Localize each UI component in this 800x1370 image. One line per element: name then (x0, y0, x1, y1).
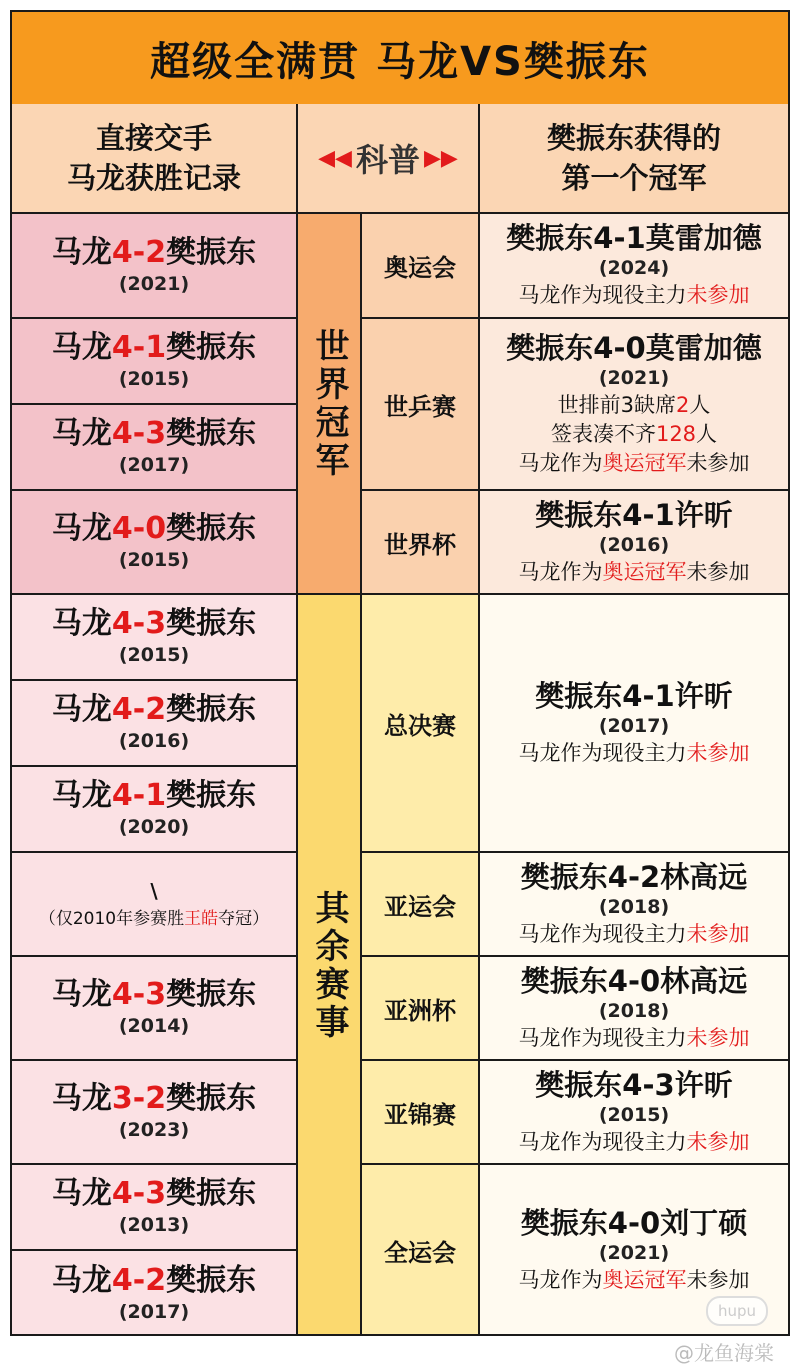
comparison-table (10, 10, 790, 1336)
header-popular-science (298, 104, 480, 214)
record-score: 马龙4-2樊振东 (51, 1262, 257, 1298)
first-asian-championships (480, 1061, 788, 1165)
record-year: (2013) (118, 1214, 190, 1236)
first-result: 樊振东4-1许昕 (535, 678, 733, 713)
first-extra-1: 世排前3缺席2人 (557, 392, 711, 417)
header-first-title (480, 104, 788, 214)
arrow-right-icon: ▶▶ (424, 145, 458, 171)
record-asian-championships (12, 1061, 298, 1165)
first-olympics (480, 214, 788, 319)
first-result: 樊振东4-1莫雷加德 (506, 221, 762, 255)
record-wtt-2 (12, 405, 298, 491)
category-label: 世界冠军 (309, 327, 349, 480)
first-note: 马龙作为现役主力未参加 (518, 283, 750, 307)
header-right-line1: 樊振东获得的 (546, 121, 721, 155)
first-note: 马龙作为现役主力未参加 (518, 1025, 750, 1050)
record-olympics (12, 214, 298, 319)
event-asian-championships (362, 1061, 480, 1165)
title-bar (12, 12, 788, 106)
first-year: (2018) (598, 999, 670, 1022)
category-label: 其余赛事 (309, 889, 349, 1042)
event-label: 总决赛 (384, 711, 456, 740)
first-year: (2016) (598, 533, 670, 556)
header-direct-record (12, 104, 298, 214)
record-none-mark: \ (150, 878, 158, 903)
record-score: 马龙4-1樊振东 (51, 778, 257, 813)
event-world-championships (362, 319, 480, 491)
event-label: 亚洲杯 (384, 996, 456, 1025)
record-year: (2017) (118, 454, 190, 476)
watermark-text: @龙鱼海棠 (674, 1341, 774, 1365)
first-finals (480, 595, 788, 853)
first-year: (2015) (598, 1103, 670, 1126)
first-result: 樊振东4-1许昕 (535, 497, 733, 532)
record-year: (2015) (118, 549, 190, 571)
first-result: 樊振东4-0莫雷加德 (506, 330, 762, 365)
event-national-games (362, 1165, 480, 1336)
record-year: (2015) (118, 644, 190, 666)
first-result: 樊振东4-0刘丁硕 (520, 1206, 748, 1240)
record-year: (2020) (118, 816, 190, 838)
event-label: 全运会 (384, 1239, 456, 1267)
record-score: 马龙4-0樊振东 (51, 511, 257, 546)
first-world-cup (480, 491, 788, 595)
first-note: 马龙作为现役主力未参加 (518, 921, 750, 946)
first-note: 马龙作为奥运冠军未参加 (518, 1268, 750, 1292)
record-score: 马龙3-2樊振东 (51, 1081, 257, 1116)
record-score: 马龙4-2樊振东 (51, 234, 257, 270)
event-label: 奥运会 (384, 254, 456, 282)
header-left-line2: 马龙获胜记录 (66, 161, 241, 195)
record-year: (2023) (118, 1119, 190, 1141)
record-score: 马龙4-3樊振东 (51, 1176, 257, 1211)
event-label: 世乒赛 (384, 392, 456, 421)
event-label: 亚运会 (384, 892, 456, 921)
record-score: 马龙4-3樊振东 (51, 977, 257, 1012)
event-label: 世界杯 (384, 530, 456, 559)
first-year: (2021) (598, 1242, 670, 1264)
record-asia-cup (12, 957, 298, 1061)
record-national-games-1 (12, 1165, 298, 1251)
record-year: (2014) (118, 1015, 190, 1037)
record-world-cup (12, 491, 298, 595)
category-other-events (298, 595, 362, 1336)
first-asian-games (480, 853, 788, 957)
first-note: 马龙作为现役主力未参加 (518, 1129, 750, 1154)
event-world-cup (362, 491, 480, 595)
first-year: (2017) (598, 714, 670, 737)
record-score: 马龙4-1樊振东 (51, 330, 257, 365)
record-year: (2016) (118, 730, 190, 752)
record-year: (2015) (118, 368, 190, 390)
event-asia-cup (362, 957, 480, 1061)
watermark-logo-icon: hupu (706, 1296, 768, 1326)
first-year: (2018) (598, 895, 670, 918)
first-note: 马龙作为奥运冠军未参加 (518, 559, 750, 584)
first-result: 樊振东4-3许昕 (535, 1067, 733, 1102)
event-finals (362, 595, 480, 853)
page-title: 超级全满贯 马龙VS樊振东 (150, 38, 650, 85)
record-year: (2021) (118, 272, 190, 295)
event-asian-games (362, 853, 480, 957)
arrow-left-icon: ◀◀ (318, 145, 352, 171)
record-wtt-1 (12, 319, 298, 405)
first-world-championships (480, 319, 788, 491)
first-year: (2024) (598, 257, 670, 279)
first-result: 樊振东4-2林高远 (520, 859, 748, 894)
record-year: (2017) (118, 1300, 190, 1323)
first-asia-cup (480, 957, 788, 1061)
record-finals-1 (12, 595, 298, 681)
header-right-line2: 第一个冠军 (561, 161, 707, 195)
first-year: (2021) (598, 366, 670, 389)
record-finals-2 (12, 681, 298, 767)
event-olympics (362, 214, 480, 319)
record-note: （仅2010年参赛胜王皓夺冠） (38, 908, 270, 929)
record-asian-games (12, 853, 298, 957)
event-label: 亚锦赛 (384, 1100, 456, 1129)
record-score: 马龙4-3樊振东 (51, 416, 257, 451)
record-score: 马龙4-2樊振东 (51, 692, 257, 727)
record-national-games-2 (12, 1251, 298, 1336)
first-note: 马龙作为奥运冠军未参加 (518, 450, 750, 475)
header-center-label: 科普 (355, 141, 420, 179)
first-result: 樊振东4-0林高远 (520, 963, 748, 998)
header-left-line1: 直接交手 (95, 121, 212, 155)
first-extra-2: 签表凑不齐128人 (550, 421, 718, 446)
first-note: 马龙作为现役主力未参加 (518, 740, 750, 765)
record-finals-3 (12, 767, 298, 853)
category-world-champion (298, 214, 362, 595)
record-score: 马龙4-3樊振东 (51, 606, 257, 641)
